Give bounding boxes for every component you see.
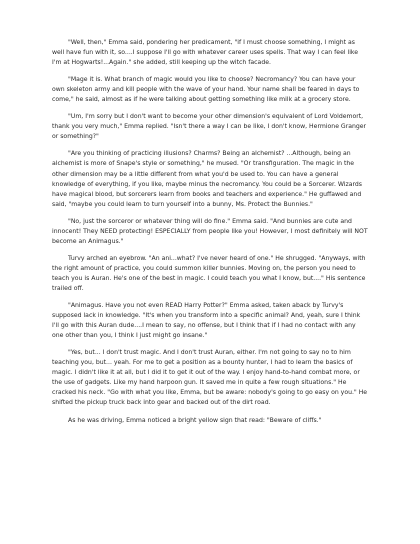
paragraph: "No, just the sorceror or whatever thing will do fine." Emma said. "And bunnies are cute and innocent! They NEED protecting! ESPECIALLY from people like you! However, I most definitely will NOT become an Animagus."	[52, 217, 368, 245]
paragraph: "Yes, but... I don't trust magic. And I don't trust Auran, either. I'm not going to say no to him teaching you, but... yeah. For me to get a position as a bounty hunter, I had to learn the basics of magic. I didn't like it at all, but I did it to get it out of the way. I enjoy hand-to-hand combat more, or the use of gadgets. Like my hand harpoon gun. It saved me in quite a few rough situations." He cracked his neck. "Go with what you like, Emma, but be aware: nobody's going to go easy on you." He shifted the pickup truck back into gear and backed out of the dirt road.	[52, 349, 368, 407]
paragraph: Turvy arched an eyebrow. "An ani...what? I've never heard of one." He shrugged. "Anyways, with the right amount of practice, you could summon killer bunnies. Moving on, the person you need to teach you is Auran. He's one of the best in magic. I could teach you what I know, but...." His sentence trailed off.	[52, 254, 366, 292]
paragraph: "Um, I'm sorry but I don't want to become your other dimension's equivalent of Lord Voldemort, thank you very much," Emma replied. "Isn't there a way I can be like, I don't know, Hermione Granger or something?"	[52, 113, 367, 141]
paragraph: "Animagus. Have you not even READ Harry Potter?" Emma asked, taken aback by Turvy's supposed lack in knowledge. "It's when you transform into a specific animal? And, yeah, sure I think I'll go with this Auran dude....I mean to say, no offense, but I think that if I had no contact with any one other than you, I think I just might go insane."	[52, 302, 361, 340]
paragraph: As he was driving, Emma noticed a bright yellow sign that read: "Beware of cliffs."	[68, 416, 322, 424]
paragraph: "Well, then," Emma said, pondering her predicament, "if I must choose something, I might as well have fun with it, so....I suppose I'll go with whatever career uses spells. That way I can feel like I'm at Hogwarts!...Again." she added, still keeping up the witch facade.	[52, 39, 359, 67]
paragraph: "Are you thinking of practicing illusions? Charms? Being an alchemist? ...Although, being an alchemist is more of Snape's style or something," he mused. "Or transfiguration. The magic in the other dimension may be a little different from what you'd be used to. You can have a general knowledge of everything, if you like, maybe minus the necromancy. You could be a Sorcerer. Wizards have magical blood, but sorcerers learn from books and teachers and experience." He guffawed and said, "maybe you could learn to turn yourself into a bunny, Ms. Protect the Bunnies."	[52, 150, 362, 208]
paragraph: "Mage it is. What branch of magic would you like to choose? Necromancy? You can have your own skeleton army and kill people with the wave of your hand. Your name shall be feared in days to come," he said, almost as if he were talking about getting something like milk at a grocery store.	[52, 76, 360, 104]
